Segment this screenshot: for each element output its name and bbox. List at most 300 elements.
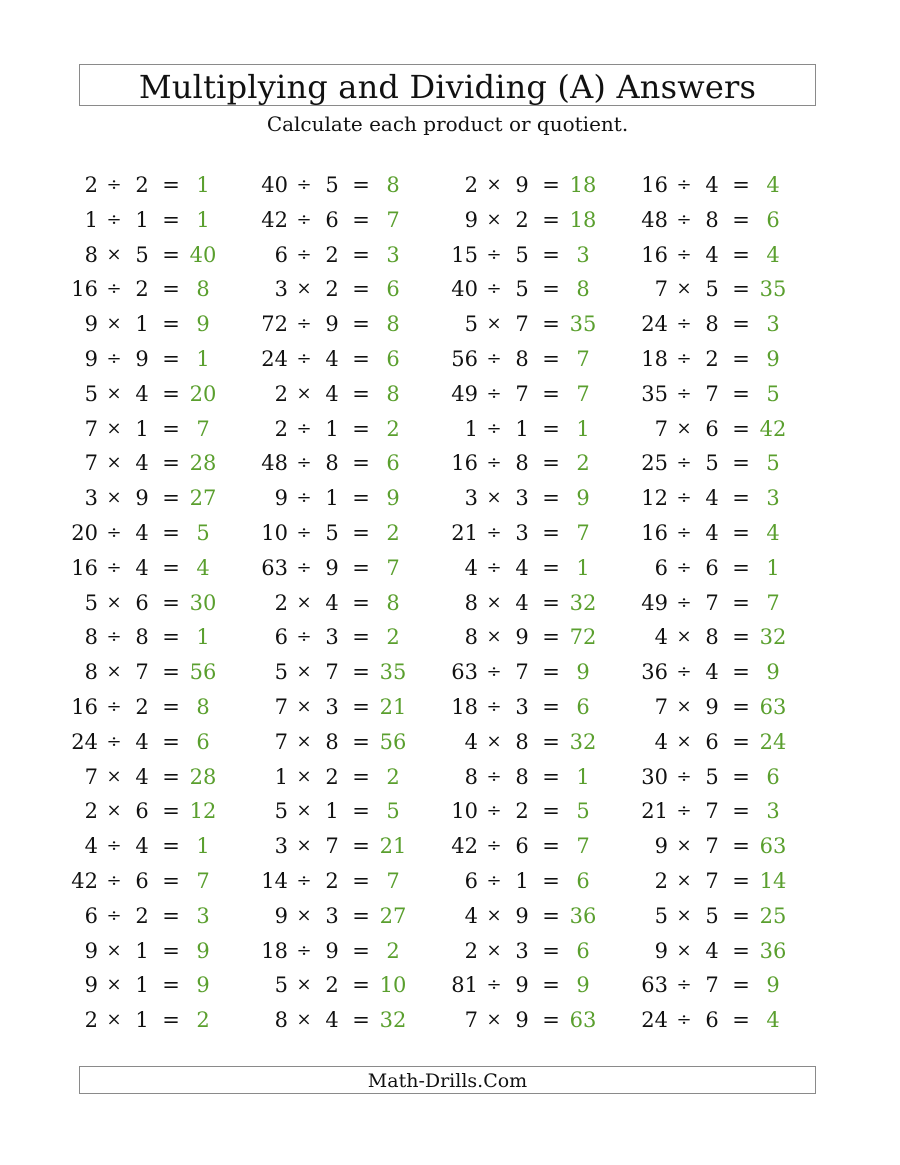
answer: 1 bbox=[576, 764, 590, 789]
operator: ÷ bbox=[676, 1009, 692, 1031]
operator: ÷ bbox=[676, 208, 692, 230]
operator: ÷ bbox=[486, 765, 502, 787]
operator: × bbox=[676, 835, 692, 857]
operand-b: 4 bbox=[325, 381, 339, 406]
answer: 4 bbox=[196, 555, 210, 580]
equals-sign: = bbox=[162, 938, 180, 963]
operator: × bbox=[106, 452, 122, 474]
equals-sign: = bbox=[162, 660, 180, 685]
answer: 1 bbox=[576, 416, 590, 441]
operand-b: 2 bbox=[515, 207, 529, 232]
operator: ÷ bbox=[106, 278, 122, 300]
operator: ÷ bbox=[486, 974, 502, 996]
operand-a: 8 bbox=[464, 625, 478, 650]
operand-a: 8 bbox=[84, 625, 98, 650]
answer: 1 bbox=[196, 834, 210, 859]
operand-a: 42 bbox=[451, 834, 478, 859]
answer: 63 bbox=[759, 834, 787, 859]
operand-a: 3 bbox=[274, 277, 288, 302]
equals-sign: = bbox=[162, 903, 180, 928]
answer: 2 bbox=[386, 938, 400, 963]
equals-sign: = bbox=[542, 660, 560, 685]
equals-sign: = bbox=[352, 173, 370, 197]
operand-a: 4 bbox=[654, 625, 668, 650]
operand-b: 7 bbox=[705, 381, 719, 406]
operand-a: 2 bbox=[84, 173, 98, 197]
equals-sign: = bbox=[542, 451, 560, 476]
equals-sign: = bbox=[162, 869, 180, 893]
answer: 27 bbox=[189, 486, 217, 511]
operand-b: 4 bbox=[135, 834, 149, 859]
operator: ÷ bbox=[106, 208, 122, 230]
operand-a: 16 bbox=[641, 521, 668, 545]
equals-sign: = bbox=[162, 381, 180, 406]
answer: 25 bbox=[759, 903, 787, 928]
answer: 4 bbox=[766, 1008, 780, 1033]
equals-sign: = bbox=[162, 416, 180, 441]
equals-sign: = bbox=[542, 521, 560, 545]
answer: 8 bbox=[576, 277, 590, 302]
operand-b: 4 bbox=[135, 764, 149, 789]
operand-b: 5 bbox=[515, 242, 529, 267]
operator: × bbox=[296, 278, 312, 300]
answer: 8 bbox=[196, 695, 210, 719]
operand-a: 7 bbox=[654, 695, 668, 719]
operator: ÷ bbox=[676, 487, 692, 509]
operand-a: 12 bbox=[641, 486, 668, 511]
operand-b: 9 bbox=[325, 555, 339, 580]
operator: ÷ bbox=[296, 243, 312, 265]
operator: × bbox=[296, 800, 312, 822]
operator: ÷ bbox=[106, 835, 122, 857]
equals-sign: = bbox=[542, 486, 560, 511]
operand-a: 6 bbox=[274, 242, 288, 267]
operand-b: 9 bbox=[705, 695, 719, 719]
operator: ÷ bbox=[676, 174, 692, 195]
operand-b: 6 bbox=[135, 799, 149, 824]
operand-a: 3 bbox=[464, 486, 478, 511]
operand-a: 5 bbox=[654, 903, 668, 928]
answer: 7 bbox=[576, 381, 590, 406]
operator: ÷ bbox=[106, 522, 122, 543]
equals-sign: = bbox=[162, 173, 180, 197]
operand-a: 5 bbox=[274, 973, 288, 998]
operand-b: 5 bbox=[515, 277, 529, 302]
answer: 32 bbox=[379, 1008, 407, 1033]
equals-sign: = bbox=[162, 834, 180, 859]
answer: 6 bbox=[766, 764, 780, 789]
answer: 36 bbox=[569, 903, 597, 928]
answer: 7 bbox=[576, 834, 590, 859]
equals-sign: = bbox=[732, 729, 750, 754]
answer: 9 bbox=[196, 938, 210, 963]
operand-a: 3 bbox=[274, 834, 288, 859]
operand-a: 24 bbox=[261, 347, 288, 371]
answer: 9 bbox=[576, 486, 590, 511]
equals-sign: = bbox=[732, 660, 750, 685]
operator: × bbox=[296, 974, 312, 996]
footer-text: Math-Drills.Com bbox=[367, 1070, 528, 1092]
operator: × bbox=[106, 800, 122, 822]
operand-a: 42 bbox=[261, 207, 288, 232]
equals-sign: = bbox=[162, 625, 180, 650]
operand-b: 5 bbox=[705, 277, 719, 302]
operand-b: 4 bbox=[705, 660, 719, 685]
operator: ÷ bbox=[106, 730, 122, 752]
operand-b: 9 bbox=[325, 312, 339, 337]
equals-sign: = bbox=[352, 242, 370, 267]
equals-sign: = bbox=[542, 173, 560, 197]
operand-a: 9 bbox=[274, 486, 288, 511]
operand-b: 7 bbox=[705, 869, 719, 893]
answer: 12 bbox=[189, 799, 217, 824]
equals-sign: = bbox=[732, 834, 750, 859]
operator: ÷ bbox=[106, 174, 122, 195]
answer: 30 bbox=[189, 590, 217, 615]
operator: ÷ bbox=[486, 696, 502, 717]
operand-b: 9 bbox=[515, 1008, 529, 1033]
operand-b: 2 bbox=[325, 973, 339, 998]
operator: ÷ bbox=[676, 522, 692, 543]
equals-sign: = bbox=[542, 903, 560, 928]
operand-a: 72 bbox=[261, 312, 288, 337]
operand-b: 1 bbox=[515, 869, 529, 893]
operator: ÷ bbox=[486, 556, 502, 578]
operand-a: 18 bbox=[261, 938, 288, 963]
operator: ÷ bbox=[296, 626, 312, 648]
operator: × bbox=[296, 1009, 312, 1031]
answer: 32 bbox=[569, 729, 597, 754]
operand-b: 3 bbox=[515, 695, 529, 719]
equals-sign: = bbox=[542, 764, 560, 789]
operand-b: 5 bbox=[135, 242, 149, 267]
operand-a: 5 bbox=[84, 381, 98, 406]
operand-a: 5 bbox=[274, 799, 288, 824]
operator: ÷ bbox=[676, 800, 692, 822]
operand-b: 1 bbox=[135, 973, 149, 998]
operator: × bbox=[106, 765, 122, 787]
operand-b: 7 bbox=[705, 834, 719, 859]
operator: ÷ bbox=[676, 452, 692, 474]
operand-b: 4 bbox=[705, 173, 719, 197]
equals-sign: = bbox=[352, 799, 370, 824]
operand-a: 16 bbox=[451, 451, 478, 476]
operand-b: 2 bbox=[705, 347, 719, 371]
operand-b: 8 bbox=[705, 625, 719, 650]
operand-a: 16 bbox=[71, 277, 98, 302]
equals-sign: = bbox=[162, 486, 180, 511]
operand-b: 2 bbox=[135, 903, 149, 928]
operator: × bbox=[676, 904, 692, 926]
equals-sign: = bbox=[542, 207, 560, 232]
operand-b: 6 bbox=[705, 555, 719, 580]
operator: ÷ bbox=[296, 348, 312, 369]
operator: ÷ bbox=[106, 904, 122, 926]
answer: 32 bbox=[569, 590, 597, 615]
operand-b: 6 bbox=[705, 729, 719, 754]
operand-a: 21 bbox=[641, 799, 668, 824]
answer: 2 bbox=[386, 521, 400, 545]
operand-b: 3 bbox=[515, 938, 529, 963]
answer: 3 bbox=[766, 312, 780, 337]
operand-b: 8 bbox=[515, 451, 529, 476]
operator: ÷ bbox=[296, 487, 312, 509]
equals-sign: = bbox=[732, 973, 750, 998]
operand-b: 4 bbox=[135, 451, 149, 476]
answer: 6 bbox=[386, 451, 400, 476]
operand-b: 4 bbox=[515, 555, 529, 580]
answer: 14 bbox=[759, 869, 787, 893]
operand-a: 7 bbox=[274, 729, 288, 754]
operand-a: 4 bbox=[464, 903, 478, 928]
equals-sign: = bbox=[542, 973, 560, 998]
operator: × bbox=[486, 591, 502, 613]
answer: 32 bbox=[759, 625, 787, 650]
equals-sign: = bbox=[732, 312, 750, 337]
equals-sign: = bbox=[732, 764, 750, 789]
operand-b: 4 bbox=[135, 555, 149, 580]
operator: × bbox=[676, 417, 692, 439]
operand-b: 2 bbox=[135, 173, 149, 197]
answer: 35 bbox=[759, 277, 787, 302]
equals-sign: = bbox=[542, 625, 560, 650]
equals-sign: = bbox=[162, 451, 180, 476]
operator: × bbox=[676, 696, 692, 717]
operand-a: 16 bbox=[71, 555, 98, 580]
footer bbox=[79, 1066, 816, 1094]
answer: 3 bbox=[766, 799, 780, 824]
operand-a: 63 bbox=[451, 660, 478, 685]
operand-a: 2 bbox=[464, 173, 478, 197]
answer: 8 bbox=[196, 277, 210, 302]
equals-sign: = bbox=[352, 695, 370, 719]
equals-sign: = bbox=[732, 381, 750, 406]
equals-sign: = bbox=[352, 625, 370, 650]
answer: 18 bbox=[569, 173, 597, 197]
operand-a: 56 bbox=[451, 347, 478, 371]
equals-sign: = bbox=[542, 416, 560, 441]
equals-sign: = bbox=[352, 381, 370, 406]
equals-sign: = bbox=[352, 869, 370, 893]
answer: 20 bbox=[189, 381, 217, 406]
answer: 6 bbox=[766, 207, 780, 232]
equals-sign: = bbox=[162, 312, 180, 337]
answer: 35 bbox=[379, 660, 407, 685]
operand-b: 4 bbox=[325, 347, 339, 371]
equals-sign: = bbox=[542, 381, 560, 406]
operand-b: 8 bbox=[325, 729, 339, 754]
answer: 7 bbox=[386, 555, 400, 580]
equals-sign: = bbox=[352, 834, 370, 859]
operand-b: 4 bbox=[705, 486, 719, 511]
operand-a: 18 bbox=[451, 695, 478, 719]
operator: × bbox=[486, 1009, 502, 1031]
equals-sign: = bbox=[352, 729, 370, 754]
operand-a: 8 bbox=[464, 590, 478, 615]
operand-a: 10 bbox=[261, 521, 288, 545]
operand-b: 3 bbox=[325, 903, 339, 928]
answer: 7 bbox=[386, 869, 400, 893]
answer: 1 bbox=[196, 173, 210, 197]
equals-sign: = bbox=[732, 590, 750, 615]
operand-b: 4 bbox=[705, 521, 719, 545]
equals-sign: = bbox=[352, 590, 370, 615]
answer: 1 bbox=[196, 625, 210, 650]
answer: 7 bbox=[766, 590, 780, 615]
equals-sign: = bbox=[732, 938, 750, 963]
operand-a: 48 bbox=[261, 451, 288, 476]
operator: ÷ bbox=[296, 522, 312, 543]
operand-a: 7 bbox=[654, 277, 668, 302]
equals-sign: = bbox=[732, 347, 750, 371]
operand-a: 8 bbox=[84, 660, 98, 685]
operator: × bbox=[296, 765, 312, 787]
answer: 28 bbox=[189, 451, 217, 476]
operand-b: 8 bbox=[515, 764, 529, 789]
operand-a: 9 bbox=[84, 973, 98, 998]
operand-a: 14 bbox=[261, 869, 288, 893]
answer: 9 bbox=[576, 973, 590, 998]
operator: × bbox=[106, 591, 122, 613]
operator: × bbox=[486, 939, 502, 961]
answer: 8 bbox=[386, 590, 400, 615]
operand-b: 1 bbox=[325, 416, 339, 441]
operator: ÷ bbox=[296, 870, 312, 891]
equals-sign: = bbox=[352, 451, 370, 476]
operand-b: 7 bbox=[325, 660, 339, 685]
equals-sign: = bbox=[542, 312, 560, 337]
operand-a: 2 bbox=[84, 799, 98, 824]
equals-sign: = bbox=[162, 207, 180, 232]
equals-sign: = bbox=[162, 695, 180, 719]
equals-sign: = bbox=[542, 938, 560, 963]
equals-sign: = bbox=[162, 799, 180, 824]
equals-sign: = bbox=[162, 1008, 180, 1033]
operator: ÷ bbox=[676, 243, 692, 265]
equals-sign: = bbox=[352, 973, 370, 998]
operator: ÷ bbox=[296, 939, 312, 961]
operand-b: 5 bbox=[705, 451, 719, 476]
operand-b: 4 bbox=[135, 381, 149, 406]
operand-b: 7 bbox=[515, 381, 529, 406]
operand-a: 9 bbox=[84, 938, 98, 963]
operator: × bbox=[486, 904, 502, 926]
operator: × bbox=[106, 382, 122, 404]
answer: 6 bbox=[196, 729, 210, 754]
operand-a: 6 bbox=[654, 555, 668, 580]
answer: 4 bbox=[766, 242, 780, 267]
operator: ÷ bbox=[296, 452, 312, 474]
equals-sign: = bbox=[162, 521, 180, 545]
operand-b: 9 bbox=[135, 486, 149, 511]
operand-a: 6 bbox=[464, 869, 478, 893]
equals-sign: = bbox=[542, 834, 560, 859]
equals-sign: = bbox=[732, 625, 750, 650]
answer: 27 bbox=[379, 903, 407, 928]
operator: ÷ bbox=[106, 626, 122, 648]
equals-sign: = bbox=[542, 590, 560, 615]
equals-sign: = bbox=[352, 938, 370, 963]
operator: ÷ bbox=[486, 243, 502, 265]
equals-sign: = bbox=[732, 555, 750, 580]
operand-a: 63 bbox=[261, 555, 288, 580]
operand-a: 3 bbox=[84, 486, 98, 511]
answer: 7 bbox=[386, 207, 400, 232]
operand-a: 9 bbox=[274, 903, 288, 928]
equals-sign: = bbox=[162, 555, 180, 580]
equals-sign: = bbox=[542, 1008, 560, 1033]
operand-b: 9 bbox=[325, 938, 339, 963]
equals-sign: = bbox=[162, 973, 180, 998]
answer: 9 bbox=[196, 973, 210, 998]
operand-b: 7 bbox=[325, 834, 339, 859]
operator: × bbox=[296, 661, 312, 683]
operand-b: 6 bbox=[705, 1008, 719, 1033]
instructions: Calculate each product or quotient. bbox=[266, 112, 629, 136]
operand-a: 7 bbox=[274, 695, 288, 719]
equals-sign: = bbox=[732, 695, 750, 719]
operand-b: 5 bbox=[325, 173, 339, 197]
operator: × bbox=[676, 278, 692, 300]
equals-sign: = bbox=[162, 347, 180, 371]
operator: ÷ bbox=[676, 765, 692, 787]
equals-sign: = bbox=[732, 903, 750, 928]
operator: ÷ bbox=[106, 870, 122, 891]
operator: ÷ bbox=[296, 417, 312, 439]
operator: × bbox=[296, 696, 312, 717]
operand-a: 4 bbox=[654, 729, 668, 754]
operand-a: 5 bbox=[464, 312, 478, 337]
operand-b: 6 bbox=[515, 834, 529, 859]
equals-sign: = bbox=[162, 729, 180, 754]
operator: × bbox=[676, 939, 692, 961]
equals-sign: = bbox=[732, 242, 750, 267]
operand-a: 9 bbox=[84, 312, 98, 337]
answer: 24 bbox=[759, 729, 787, 754]
answer: 40 bbox=[189, 242, 217, 267]
operand-a: 24 bbox=[71, 729, 98, 754]
answer: 35 bbox=[569, 312, 597, 337]
answer: 72 bbox=[569, 625, 597, 650]
equals-sign: = bbox=[162, 277, 180, 302]
operator: × bbox=[106, 1009, 122, 1031]
operand-a: 8 bbox=[274, 1008, 288, 1033]
operator: ÷ bbox=[106, 348, 122, 369]
operand-b: 4 bbox=[515, 590, 529, 615]
operand-b: 1 bbox=[135, 1008, 149, 1033]
answer: 9 bbox=[386, 486, 400, 511]
operand-a: 9 bbox=[654, 938, 668, 963]
operand-a: 24 bbox=[641, 1008, 668, 1033]
operand-b: 9 bbox=[515, 625, 529, 650]
answer: 7 bbox=[196, 869, 210, 893]
operator: ÷ bbox=[296, 208, 312, 230]
answer: 1 bbox=[766, 555, 780, 580]
operand-b: 3 bbox=[515, 486, 529, 511]
operator: ÷ bbox=[486, 800, 502, 822]
operand-a: 2 bbox=[274, 590, 288, 615]
operator: × bbox=[486, 208, 502, 230]
answer: 2 bbox=[576, 451, 590, 476]
operand-b: 9 bbox=[515, 973, 529, 998]
equals-sign: = bbox=[542, 347, 560, 371]
operand-a: 1 bbox=[84, 207, 98, 232]
answer: 4 bbox=[766, 521, 780, 545]
operand-b: 1 bbox=[135, 416, 149, 441]
operator: × bbox=[486, 174, 502, 195]
answer: 10 bbox=[379, 973, 407, 998]
operand-a: 21 bbox=[451, 521, 478, 545]
